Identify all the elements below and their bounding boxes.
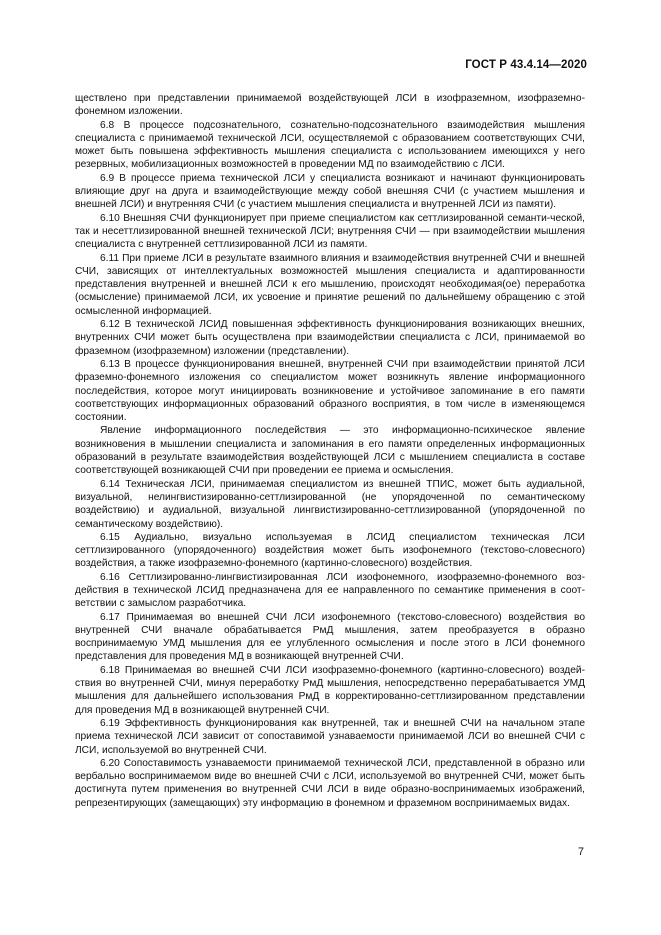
- paragraph-6-20: 6.20 Сопоставимость узнаваемости принимаемой технической ЛСИ, представленной в образно или вербально воспринимаемом виде во внешней СЧИ с ЛСИ, используемой во внутренней СЧИ, может быть достигнута путем применения во внутренней СЧИ ЛСИ в виде образно-воспринимаемых изображений, репрезентирующих (замещающих) эту информацию в фонемном и фраземном воспринимаемых видах.: [75, 757, 585, 809]
- paragraph-continuation: ществлено при представлении принимаемой воздействующей ЛСИ в изофраземном, изофраземно-фонемном изложении.: [75, 93, 585, 118]
- paragraph-6-9: 6.9 В процессе приема технической ЛСИ у специалиста возникают и начинают функционировать влияющие друг на друга и взаимодействующие между собой внешняя СЧИ (с участием мышления и внешней ЛСИ) и внутренняя СЧИ (с участием мышления специалиста и внутренней ЛСИ из памяти).: [75, 172, 585, 211]
- paragraph-6-16: 6.16 Сеттлизированно-лингвистизированная ЛСИ изофонемного, изофраземно-фонемного воз-действия в технической ЛСИД предназначена для ее направленного по семантике применения в соот-ветствии с замыслом разработчика.: [75, 571, 585, 610]
- paragraph-6-19: 6.19 Эффективность функционирования как внутренней, так и внешней СЧИ на начальном этапе приема технической ЛСИ зависит от сопоставимой узнаваемости принимаемой ЛСИ во внешней СЧИ с ЛСИ, используемой во внутренней СЧИ.: [75, 717, 585, 756]
- paragraph-definition: Явление информационного последействия — это информационно-психическое явление возникновения в мышлении специалиста и запоминания в его памяти определенных информационных образований в результате взаимодействия воздействующей ЛСИ с мышлением специалиста в составе соответствующей возникающей СЧИ при проведении ее приема и осмысления.: [75, 425, 585, 477]
- page-number: 7: [577, 846, 584, 858]
- paragraph-6-17: 6.17 Принимаемая во внешней СЧИ ЛСИ изофонемного (текстово-словесного) воздействия во внутренней СЧИ вначале обрабатывается РмД мышления, затем преобразуется в образно воспринимаемую УМД мышления для ее углубленного осмысления и после этого в ЛСИ фонемного представления для проведения МД в возникающей внутренней СЧИ.: [75, 611, 585, 663]
- paragraph-6-12: 6.12 В технической ЛСИД повышенная эффективность функционирования возникающих внешних, внутренних СЧИ может быть осуществлена при взаимодействии специалиста с ЛСИ, принимаемой во фраземном (изофраземном) изложении (представлении).: [75, 319, 585, 357]
- paragraph-6-18: 6.18 Принимаемая во внешней СЧИ ЛСИ изофраземно-фонемного (картинно-словесного) воздей-ствия во внутренней СЧИ, минуя переработку РмД мышления, непосредственно перерабатывается УМД мышления для дальнейшего использования РмД в корректированно-сеттлизированном представлении для проведения МД в возникающей внутренней СЧИ.: [75, 664, 585, 716]
- paragraph-6-8: 6.8 В процессе подсознательного, сознательно-подсознательного взаимодействия мышления специалиста с принимаемой технической ЛСИ, осуществляемой с образованием соответствующих СЧИ, может быть повышена эффективность мышления специалиста с использованием имеющихся у него резервных, мобилизационных возможностей в проведении МД по взаимодействию с ЛСИ.: [75, 119, 585, 171]
- page-body: [75, 92, 585, 810]
- paragraph-6-15: 6.15 Аудиально, визуально используемая в ЛСИД специалистом техническая ЛСИ сеттлизированного (упорядоченного) воздействия может быть изофонемного (текстово-словесного) воздействия, а также изофраземно-фонемного (картинно-словесного) воздействия.: [75, 531, 585, 570]
- paragraph-6-11: 6.11 При приеме ЛСИ в результате взаимного влияния и взаимодействия внутренней СЧИ и внешней СЧИ, зависящих от интеллектуальных возможностей мышления специалиста и адаптированности представления внутренней и внешней ЛСИ к его мышлению, происходят необходимая(ое) переработка (осмысление) принимаемой ЛСИ, их усвоение и принятие решений по дальнейшему обращению с этой осмысленной информацией.: [75, 252, 585, 317]
- paragraph-6-13: 6.13 В процессе функционирования внешней, внутренней СЧИ при взаимодействии принятой ЛСИ фраземно-фонемного изложения со специалистом может возникнуть явление информационного последействия, которое могут инициировать возникновение и устойчивое запоминание в его памяти соответствующих информационных образований образного восприятия, в том числе в изменяющемся состоянии.: [75, 358, 585, 424]
- paragraph-6-14: 6.14 Техническая ЛСИ, принимаемая специалистом из внешней ТПИС, может быть аудиальной, визуальной, нелингвистизированно-сеттлизированной (не упорядоченной по семантическому воздействию) и аудиальной, визуальной лингвистизированно-сеттлизированной (упорядоченной по семантическому воздействию).: [75, 478, 585, 530]
- paragraph-6-10: 6.10 Внешняя СЧИ функционирует при приеме специалистом как сеттлизированной семанти-ческой, так и несеттлизированной внешней технической ЛСИ; внутренняя СЧИ — при взаимодействии мышления специалиста с внутренней сеттлизированной ЛСИ из памяти.: [75, 212, 585, 251]
- standard-header: ГОСТ Р 43.4.14—2020: [465, 59, 587, 71]
